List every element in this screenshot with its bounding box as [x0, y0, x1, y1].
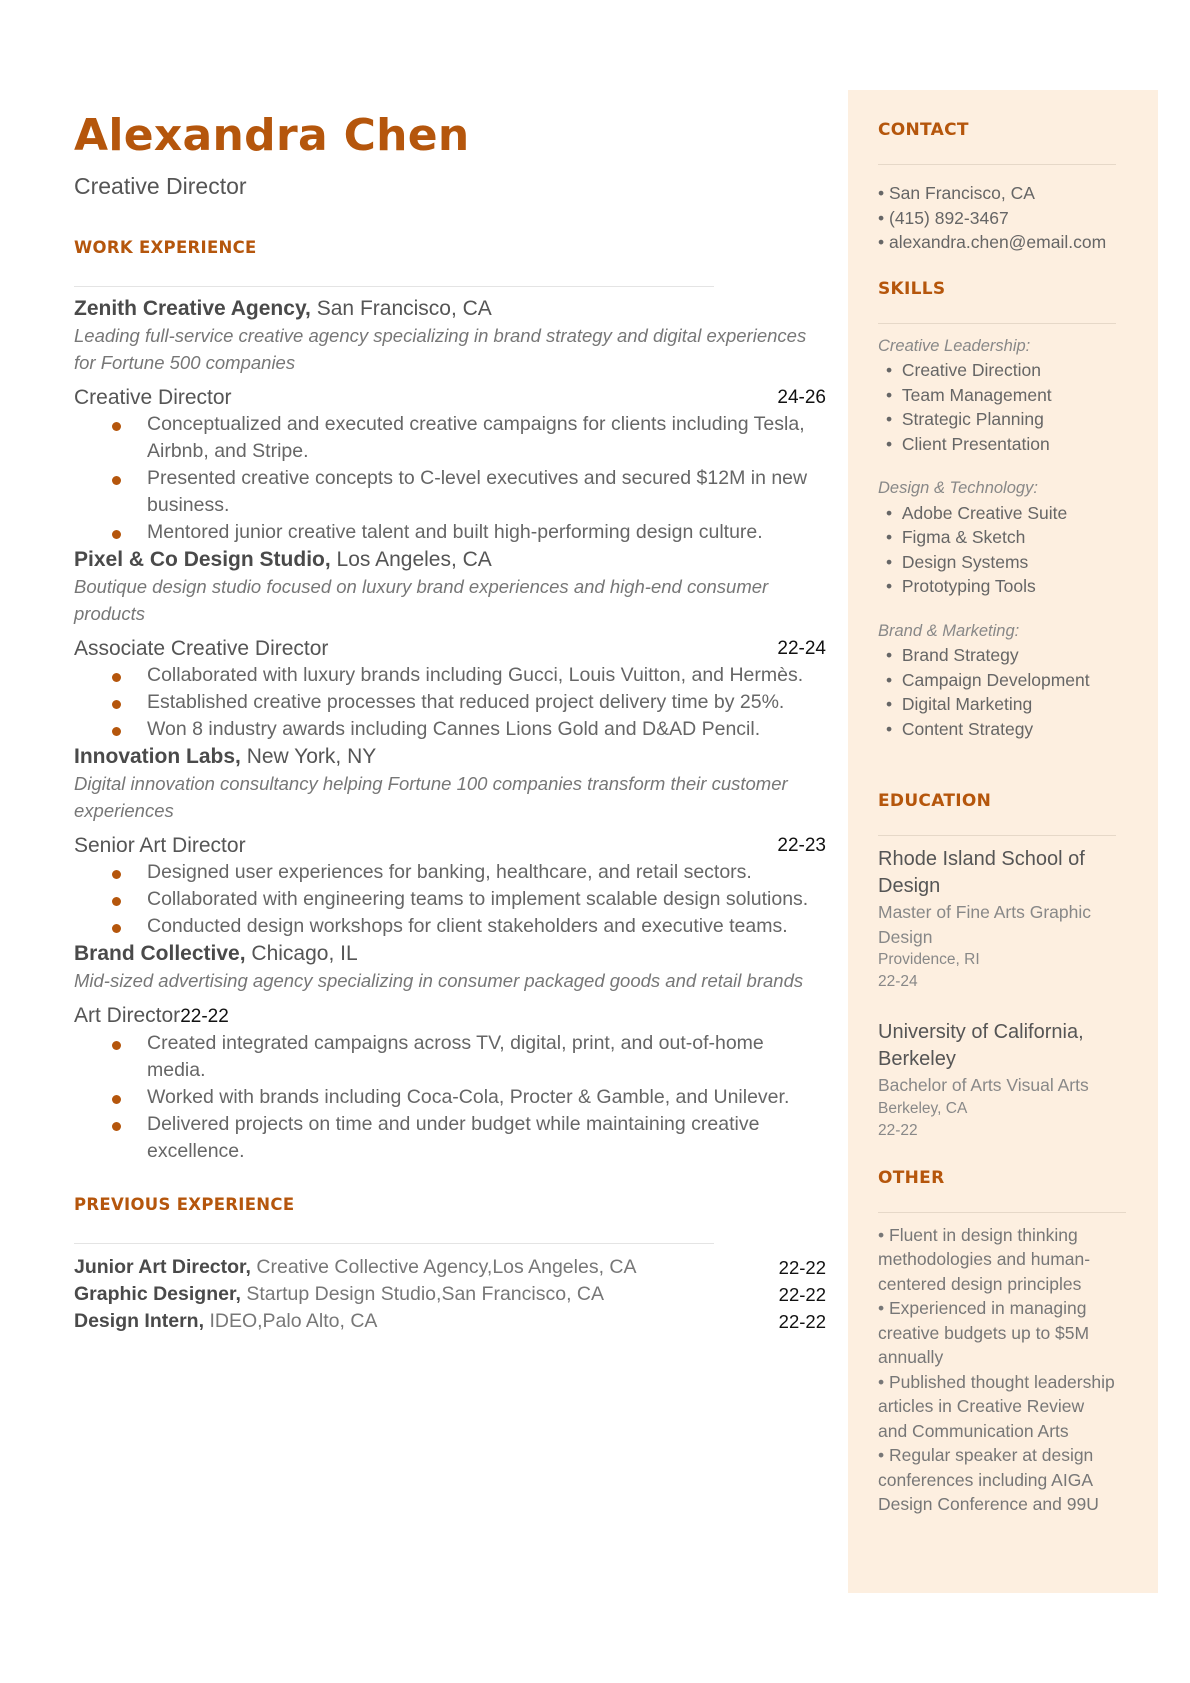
bullet-dot-icon: [112, 1041, 121, 1050]
bullet-dot-icon: [112, 727, 121, 736]
contact-list: [878, 181, 1118, 255]
job-entry: [74, 546, 826, 743]
education-entry: [878, 1019, 1118, 1142]
divider: [74, 286, 714, 287]
list-item: • Digital Marketing: [886, 694, 1033, 714]
company-name: Brand Collective,: [74, 941, 246, 965]
candidate-title: Creative Director: [74, 172, 247, 199]
list-item: [74, 1254, 826, 1281]
skill-category: Design & Technology:: [878, 479, 1038, 497]
company-line: [74, 546, 826, 573]
company-line: [74, 743, 826, 770]
list-item: Created integrated campaigns across TV, digital, print, and out-of-home media.: [74, 1030, 826, 1084]
skills-group: [878, 619, 1118, 742]
main-column: [74, 110, 826, 1335]
candidate-name: Alexandra Chen: [74, 110, 470, 161]
company-name: Zenith Creative Agency,: [74, 296, 311, 320]
bullet-list: [74, 859, 826, 940]
role-dates: 24-26: [777, 386, 826, 408]
list-item: • Figma & Sketch: [886, 527, 1026, 547]
list-item: Presented creative concepts to C-level executives and secured $12M in new business.: [74, 465, 826, 519]
bullet-list: [74, 1030, 826, 1165]
list-item: Designed user experiences for banking, healthcare, and retail sectors.: [74, 859, 826, 886]
edu-dates: 22-24: [878, 973, 918, 990]
company-line: [74, 295, 826, 322]
list-item: Established creative processes that reduced project delivery time by 25%.: [74, 689, 826, 716]
bullet-dot-icon: [112, 700, 121, 709]
previous-dates: 22-22: [778, 1256, 826, 1278]
bullet-dot-icon: [112, 1122, 121, 1131]
role-title: Creative Director: [74, 385, 232, 409]
role-dates: 22-24: [777, 637, 826, 659]
divider: [74, 1243, 714, 1244]
list-item: • Experienced in managing creative budgets up to $5M annually: [878, 1298, 1090, 1367]
list-item: Worked with brands including Coca-Cola, Procter & Gamble, and Unilever.: [74, 1084, 826, 1111]
skills-group: [878, 334, 1118, 457]
sidebar: [848, 90, 1158, 1593]
other-heading: OTHER: [878, 1167, 945, 1188]
list-item: • Brand Strategy: [886, 645, 1019, 665]
previous-detail: Creative Collective Agency,Los Angeles, CA: [256, 1255, 637, 1278]
bullet-dot-icon: [112, 476, 121, 485]
company-location: Chicago, IL: [251, 941, 358, 965]
edu-location: Providence, RI: [878, 951, 980, 968]
list-item: • Prototyping Tools: [886, 576, 1036, 596]
previous-role: Junior Art Director,: [74, 1255, 251, 1278]
edu-degree: Master of Fine Arts Graphic Design: [878, 902, 1091, 947]
previous-experience-list: [74, 1254, 826, 1335]
contact-phone: • (415) 892-3467: [878, 207, 1009, 228]
previous-experience-heading: PREVIOUS EXPERIENCE: [74, 1194, 295, 1214]
divider: [878, 835, 1116, 836]
list-item: • Client Presentation: [886, 433, 1050, 454]
company-name: Pixel & Co Design Studio,: [74, 547, 331, 571]
role-dates: 22-23: [777, 834, 826, 856]
list-item: • Published thought leadership articles in Creative Review and Communication Arts: [878, 1371, 1115, 1441]
skills-group: [878, 476, 1118, 599]
company-location: New York, NY: [246, 744, 377, 768]
list-item: • Creative Direction: [886, 360, 1041, 380]
contact-location: • San Francisco, CA: [878, 183, 1035, 203]
list-item: Won 8 industry awards including Cannes Lions Gold and D&AD Pencil.: [74, 716, 826, 743]
previous-role: Graphic Designer,: [74, 1282, 241, 1305]
company-description: Digital innovation consultancy helping Fortune 100 companies transform their customer experiences: [74, 772, 788, 821]
list-item: Collaborated with luxury brands including Gucci, Louis Vuitton, and Hermès.: [74, 662, 826, 689]
bullet-dot-icon: [112, 530, 121, 539]
bullet-dot-icon: [112, 673, 121, 682]
role-title: Art Director: [74, 1003, 181, 1027]
list-item: • Strategic Planning: [886, 409, 1044, 429]
list-item: Conducted design workshops for client stakeholders and executive teams.: [74, 913, 826, 940]
bullet-list: [74, 411, 826, 546]
previous-detail: IDEO,Palo Alto, CA: [209, 1309, 378, 1332]
list-item: Collaborated with engineering teams to implement scalable design solutions.: [74, 886, 826, 913]
list-item: • Content Strategy: [886, 718, 1034, 739]
bullet-list: [74, 662, 826, 743]
list-item: [74, 1308, 826, 1335]
role-row: [74, 832, 826, 859]
list-item: • Regular speaker at design conferences including AIGA Design Conference and 99U: [878, 1445, 1099, 1514]
bullet-dot-icon: [112, 897, 121, 906]
bullet-dot-icon: [112, 1095, 121, 1104]
skill-category: Brand & Marketing:: [878, 621, 1020, 640]
previous-detail: Startup Design Studio,San Francisco, CA: [246, 1282, 605, 1305]
previous-dates: 22-22: [778, 1310, 826, 1332]
list-item: Delivered projects on time and under budget while maintaining creative excellence.: [74, 1111, 826, 1165]
previous-role: Design Intern,: [74, 1309, 205, 1332]
job-entry: [74, 743, 826, 940]
divider: [878, 1212, 1126, 1213]
divider: [878, 164, 1116, 165]
list-item: • Team Management: [886, 384, 1052, 405]
education-entry: [878, 846, 1118, 993]
company-description: Boutique design studio focused on luxury brand experiences and high-end consumer products: [74, 575, 769, 624]
edu-school: Rhode Island School of Design: [878, 848, 1085, 897]
company-location: Los Angeles, CA: [336, 547, 492, 571]
other-list: [878, 1223, 1118, 1517]
company-line: [74, 940, 826, 967]
list-item: • Fluent in design thinking methodologies and human-centered design principles: [878, 1224, 1091, 1294]
list-item: Conceptualized and executed creative campaigns for clients including Tesla, Airbnb, and Stripe.: [74, 411, 826, 465]
divider: [878, 323, 1116, 324]
education-heading: EDUCATION: [878, 791, 992, 811]
list-item: [74, 1281, 826, 1308]
edu-degree: Bachelor of Arts Visual Arts: [878, 1075, 1089, 1095]
contact-heading: CONTACT: [878, 120, 969, 140]
job-entry: [74, 940, 826, 1165]
edu-location: Berkeley, CA: [878, 1099, 968, 1117]
company-name: Innovation Labs,: [74, 744, 241, 768]
role-row: [74, 1002, 826, 1030]
skill-category: Creative Leadership:: [878, 336, 1031, 355]
skills-heading: SKILLS: [878, 278, 946, 299]
role-row: [74, 384, 826, 411]
company-description: Leading full-service creative agency specializing in brand strategy and digital experiences for Fortune 500 companies: [74, 324, 807, 373]
edu-dates: 22-22: [878, 1121, 918, 1139]
previous-dates: 22-22: [778, 1283, 826, 1305]
job-entry: [74, 295, 826, 546]
role-row: [74, 635, 826, 662]
contact-email: • alexandra.chen@email.com: [878, 232, 1107, 252]
list-item: Mentored junior creative talent and built high-performing design culture.: [74, 519, 826, 546]
bullet-dot-icon: [112, 870, 121, 879]
list-item: • Design Systems: [886, 551, 1029, 572]
bullet-dot-icon: [112, 422, 121, 431]
company-description: Mid-sized advertising agency specializing in consumer packaged goods and retail brands: [74, 969, 804, 991]
role-title: Senior Art Director: [74, 833, 246, 857]
edu-school: University of California, Berkeley: [878, 1021, 1084, 1070]
role-dates: 22-22: [180, 1005, 229, 1027]
bullet-dot-icon: [112, 924, 121, 933]
role-title: Associate Creative Director: [74, 636, 329, 660]
list-item: • Adobe Creative Suite: [886, 502, 1068, 523]
company-location: San Francisco, CA: [316, 296, 492, 320]
list-item: • Campaign Development: [886, 669, 1090, 690]
work-experience-heading: WORK EXPERIENCE: [74, 237, 257, 257]
